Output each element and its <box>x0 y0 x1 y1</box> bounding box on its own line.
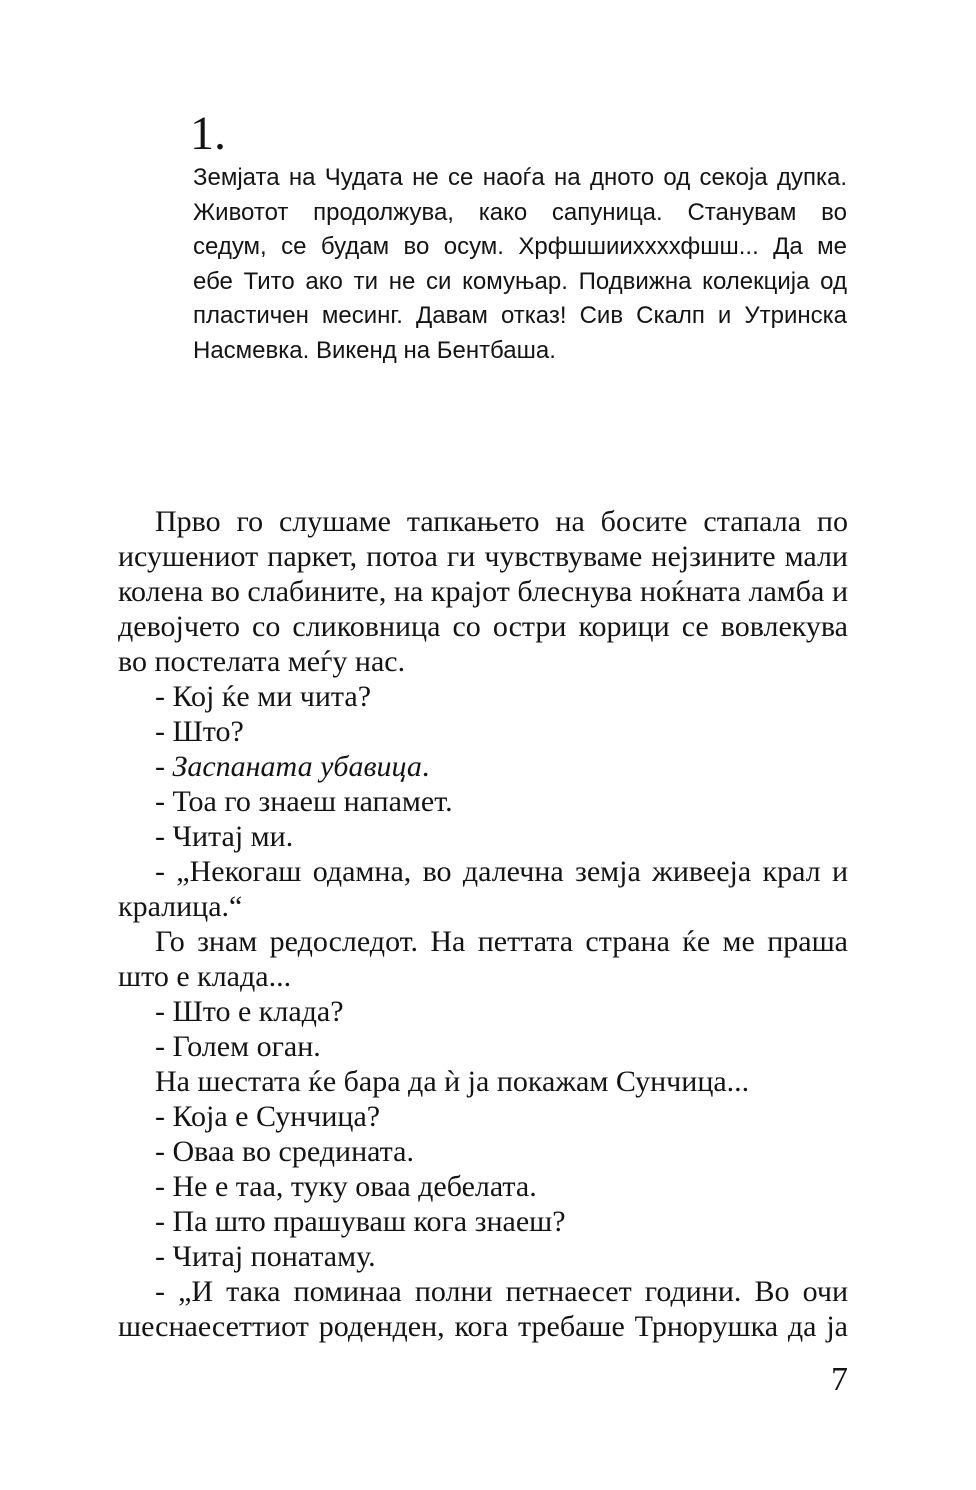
text-segment: - Тоа го знаеш напамет. <box>155 785 453 818</box>
text-line <box>118 1169 848 1204</box>
text-segment: - „И така поминаа полни петнаесет години. Во очи <box>155 1275 848 1308</box>
text-segment: девојчето со сликовница со остри корици се вовлекува <box>118 610 848 643</box>
text-line <box>118 784 848 819</box>
text-line <box>118 504 848 539</box>
text-segment: - Кој ќе ми чита? <box>155 680 372 713</box>
text-segment: - Голем оган. <box>155 1030 321 1063</box>
text-segment: што е клада... <box>118 960 292 993</box>
text-line <box>193 265 847 300</box>
text-segment: - Читај понатаму. <box>155 1240 376 1273</box>
italic-text-segment: Заспаната убавица <box>172 750 422 783</box>
text-segment: На шестата ќе бара да ѝ ја покажам Сунчица... <box>155 1065 750 1098</box>
text-line <box>118 889 848 924</box>
text-line <box>193 299 847 334</box>
text-segment: - <box>155 750 173 783</box>
text-line <box>118 1309 848 1344</box>
text-segment: исушениот паркет, потоа ги чувствуваме нејзините мали <box>118 540 848 573</box>
text-line <box>118 539 848 574</box>
text-line <box>118 1029 848 1064</box>
text-segment: Прво го слушаме тапкањето на босите стапала по <box>155 505 848 538</box>
text-segment: - Не е таа, туку оваа дебелата. <box>155 1170 537 1203</box>
text-segment: колена во слабините, на крајот блеснува ноќната ламба и <box>118 575 848 608</box>
text-segment: Насмевка. Викенд на Бентбаша. <box>193 336 556 364</box>
text-line <box>118 854 848 889</box>
text-line <box>118 574 848 609</box>
body-text <box>118 504 848 1344</box>
text-line <box>118 1099 848 1134</box>
text-segment: ебе Тито ако ти не си комуњар. Подвижна колекција од <box>193 267 847 295</box>
text-line <box>118 959 848 994</box>
text-line <box>118 714 848 749</box>
text-line <box>118 1274 848 1309</box>
text-segment: . <box>421 750 430 783</box>
text-line <box>193 161 847 196</box>
page-number: 7 <box>831 1361 848 1398</box>
text-segment: - Оваа во средината. <box>155 1135 414 1168</box>
epigraph <box>193 161 847 368</box>
text-segment: Животот продолжува, како сапуница. Станувам во <box>193 198 847 226</box>
text-segment: - „Некогаш одамна, во далечна земја живееја крал и <box>155 855 848 888</box>
text-segment: - Која е Сунчица? <box>155 1100 381 1133</box>
text-line <box>118 819 848 854</box>
text-segment: Го знам редоследот. На петтата страна ќе ме праша <box>155 925 848 958</box>
text-line <box>118 924 848 959</box>
text-line <box>118 1134 848 1169</box>
text-segment: седум, се будам во осум. Хрфшшииххххфшш... Да ме <box>193 233 847 260</box>
text-line <box>118 1064 848 1099</box>
text-line <box>118 609 848 644</box>
text-line <box>118 1204 848 1239</box>
text-line <box>118 644 848 679</box>
text-line <box>193 334 847 369</box>
text-segment: Земјата на Чудата не се наоѓа на дното од секоја дупка. <box>193 164 847 191</box>
text-line <box>118 679 848 714</box>
text-segment: - Што? <box>155 715 244 748</box>
text-segment: - Читај ми. <box>155 820 294 853</box>
text-segment: кралица.“ <box>118 890 243 923</box>
text-line <box>193 230 847 265</box>
text-line <box>118 749 848 784</box>
text-segment: шеснаесеттиот роденден, кога требаше Трнорушка да ја <box>118 1310 848 1343</box>
text-segment: пластичен месинг. Давам отказ! Сив Скалп и Утринска <box>193 302 847 329</box>
text-segment: во постелата меѓу нас. <box>118 645 406 678</box>
chapter-number: 1. <box>190 107 226 160</box>
text-segment: - Што е клада? <box>155 995 344 1028</box>
text-segment: - Па што прашуваш кога знаеш? <box>155 1205 566 1238</box>
text-line <box>118 994 848 1029</box>
text-line <box>193 196 847 231</box>
text-line <box>118 1239 848 1274</box>
